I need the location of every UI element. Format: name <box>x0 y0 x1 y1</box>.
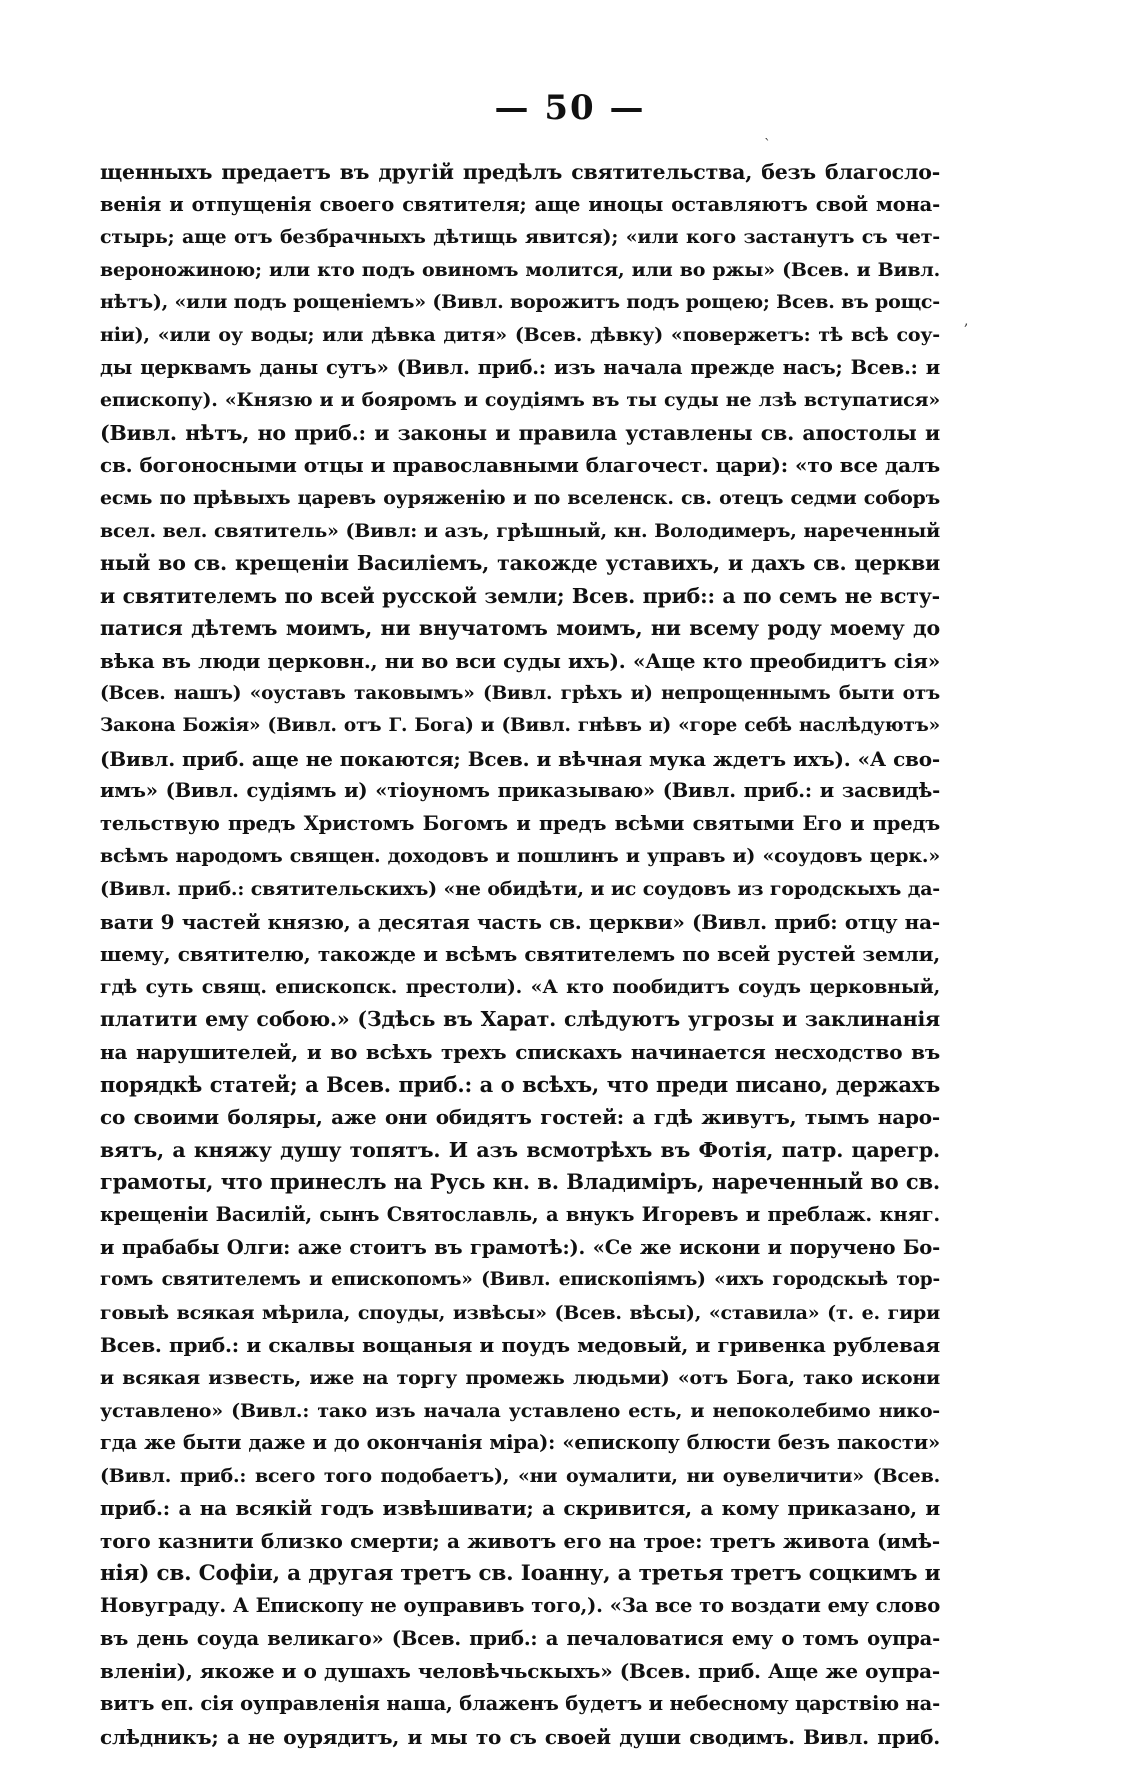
text-line: тельствую предъ Христомъ Богомъ и предъ всѣми святыми Его и предъ <box>100 811 940 835</box>
margin-mark: , <box>964 313 969 329</box>
text-line: (Вивл. приб.: святительскихъ) «не обидѣти, и ис соудовъ из городскыхъ да- <box>100 878 940 901</box>
text-line: стырь; аще отъ безбрачныхъ дѣтищь явится); «или кого застанутъ съ чет- <box>100 226 940 249</box>
page-number: — 50 — <box>494 88 646 128</box>
text-line: ный во св. крещеніи Василіемъ, такожде уставихъ, и дахъ св. церкви <box>100 551 940 576</box>
text-line: и прабабы Олги: аже стоитъ въ грамотѣ:). «Се же искони и поручено Бо- <box>100 1235 940 1259</box>
text-line: епископу). «Князю и и бояромъ и соудіямъ въ ты суды не лзѣ вступатися» <box>100 389 940 412</box>
text-line: вероножиною; или кто подъ овиномъ молится, или во ржы» (Всев. и Вивл. <box>100 258 940 281</box>
text-line: Новуграду. А Епископу не оуправивъ того,). «За все то воздати ему слово <box>100 1594 940 1618</box>
text-line: въ день соуда великаго» (Всев. приб.: а печаловатися ему о томъ оупра- <box>100 1626 940 1650</box>
text-line: (Всев. нашъ) «оуставъ таковымъ» (Вивл. грѣхъ и) непрощеннымъ быти отъ <box>100 682 940 704</box>
text-line: платити ему собою.» (Здѣсь въ Харат. слѣдуютъ угрозы и заклинанія <box>100 1007 940 1032</box>
text-line: приб.: а на всякій годъ извѣшивати; а скривится, а кому приказано, и <box>100 1496 940 1521</box>
text-line: крещеніи Василій, сынъ Святославль, а внукъ Игоревъ и преблаж. княг. <box>100 1203 940 1226</box>
text-line: св. богоносными отцы и православными благочест. цари): «то все далъ <box>100 453 940 478</box>
text-line: ніи), «или оу воды; или дѣвка дитя» (Всев. дѣвку) «повержетъ: тѣ всѣ соу- <box>100 323 940 346</box>
text-line: всел. вел. святитель» (Вивл: и азъ, грѣшный, кн. Володимеръ, нареченный <box>100 519 940 542</box>
text-line: говыѣ всякая мѣрила, споуды, извѣсы» (Всев. вѣсы), «ставила» (т. е. гири <box>100 1301 940 1324</box>
text-line: витъ еп. сія оуправленія наша, блаженъ будетъ и небесному царствію на- <box>100 1691 940 1715</box>
text-line: щенныхъ предаетъ въ другій предѣлъ святительства, безъ благосло- <box>100 160 940 184</box>
text-line: ды церквамъ даны сутъ» (Вивл. приб.: изъ начала прежде насъ; Всев.: и <box>100 355 940 379</box>
text-line: того казнити близко смерти; а животъ его на трое: третъ живота (имѣ- <box>100 1528 940 1553</box>
text-line: нѣтъ), «или подъ рощеніемъ» (Вивл. ворожитъ подъ рощею; Всев. въ рощс- <box>100 291 940 314</box>
text-line: гдѣ суть свящ. епископск. престоли). «А кто пообидитъ соудъ церковный, <box>100 975 940 998</box>
text-line: на нарушителей, и во всѣхъ трехъ спискахъ начинается несходство въ <box>100 1040 940 1065</box>
text-line: уставлено» (Вивл.: тако изъ начала уставлено есть, и непоколебимо нико- <box>100 1399 940 1422</box>
margin-mark: ` <box>764 137 771 153</box>
text-line: гомъ святителемъ и епископомъ» (Вивл. епископіямъ) «ихъ городскыѣ тор- <box>100 1269 940 1291</box>
text-line: венія и отпущенія своего святителя; аще иноцы оставляютъ свой мона- <box>100 192 940 216</box>
text-line: слѣдникъ; а не оурядитъ, и мы то съ своей души сводимъ. Вивл. приб. <box>100 1724 940 1749</box>
text-line: порядкѣ статей; а Всев. приб.: а о всѣхъ, что преди писано, держахъ <box>100 1071 940 1097</box>
text-line: (Вивл. нѣтъ, но приб.: и законы и правила уставлены св. апостолы и <box>100 420 940 445</box>
text-line: вѣка въ люди церковн., ни во вси суды ихъ). «Аще кто преобидитъ сія» <box>100 648 940 673</box>
text-line: вленіи), якоже и о душахъ человѣчьскыхъ» (Всев. приб. Аще же оупра- <box>100 1659 940 1684</box>
text-line: имъ» (Вивл. судіямъ и) «тіоуномъ приказываю» (Вивл. приб.: и засвидѣ- <box>100 779 940 803</box>
text-line: нія) св. Софіи, а другая третъ св. Іоанну, а третья третъ соцкимъ и <box>100 1560 940 1586</box>
text-line: и святителемъ по всей русской земли; Всев. приб:: а по семъ не всту- <box>100 583 940 608</box>
text-line: Закона Божія» (Вивл. отъ Г. Бога) и (Вивл. гнѣвъ и) «горе себѣ наслѣдуютъ» <box>100 715 940 737</box>
text-line: вати 9 частей князю, а десятая часть св. церкви» (Вивл. приб: отцу на- <box>100 909 940 934</box>
text-line: всѣмъ народомъ священ. доходовъ и пошлинъ и управъ и) «соудовъ церк.» <box>100 845 940 868</box>
text-line: (Вивл. приб. аще не покаются; Всев. и вѣчная мука ждетъ ихъ). «А сво- <box>100 746 940 771</box>
body-text <box>100 156 940 1753</box>
text-line: со своими боляры, аже они обидятъ гостей: а гдѣ живутъ, тымъ наро- <box>100 1105 940 1130</box>
text-line: шему, святителю, такожде и всѣмъ святителемъ по всей рустей земли, <box>100 942 940 967</box>
text-line: и всякая известь, иже на торгу промежь людьми) «отъ Бога, тако искони <box>100 1366 940 1389</box>
text-line: патися дѣтемъ моимъ, ни внучатомъ моимъ, ни всему роду моему до <box>100 616 940 641</box>
text-line: (Вивл. приб.: всего того подобаетъ), «ни оумалити, ни оувеличити» (Всев. <box>100 1464 940 1487</box>
text-line: гда же быти даже и до окончанія міра): «епископу блюсти безъ пакости» <box>100 1431 940 1455</box>
text-line: есмь по прѣвыхъ царевъ оуряженію и по вселенск. св. отецъ седми соборъ <box>100 486 940 509</box>
text-line: грамоты, что принеслъ на Русь кн. в. Владиміръ, нареченный во св. <box>100 1169 940 1195</box>
text-line: вятъ, а княжу душу топятъ. И азъ всмотрѣхъ въ Фотія, патр. царегр. <box>100 1137 940 1162</box>
text-line: Всев. приб.: и скалвы вощаныя и поудъ медовый, и гривенка рублевая <box>100 1333 940 1358</box>
